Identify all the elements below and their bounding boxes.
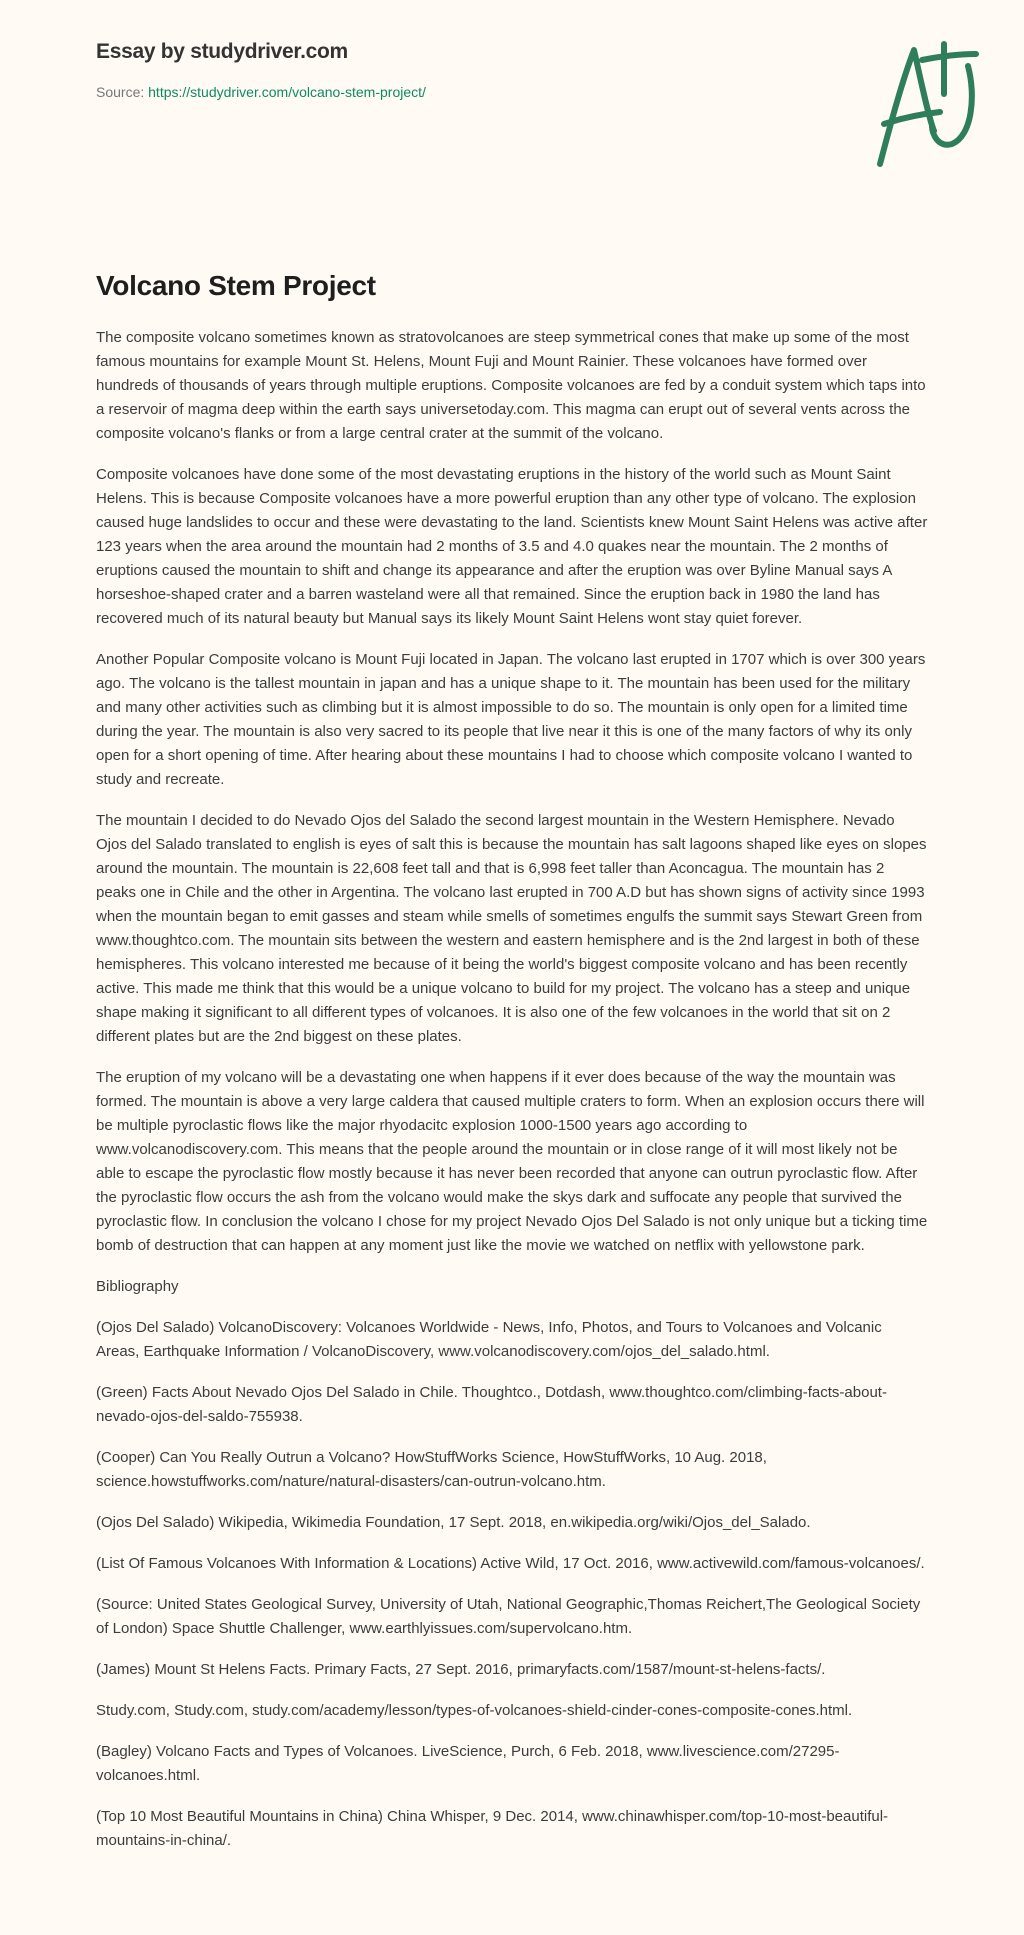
bibliography-entry: (James) Mount St Helens Facts. Primary Facts, 27 Sept. 2016, primaryfacts.com/1587/mount-st-helens-facts/. (96, 1661, 826, 1678)
a-plus-logo-icon (872, 36, 982, 171)
essay-article (96, 270, 928, 1870)
bibliography-entry: (List Of Famous Volcanoes With Information & Locations) Active Wild, 17 Oct. 2016, www.activewild.com/famous-volcanoes/. (96, 1555, 925, 1572)
bibliography-entry: (Bagley) Volcano Facts and Types of Volcanoes. LiveScience, Purch, 6 Feb. 2018, www.livescience.com/27295-volcanoes.html. (96, 1743, 840, 1784)
essay-title: Volcano Stem Project (96, 270, 376, 301)
source-label: Source: (96, 84, 149, 100)
bibliography-entry: (Cooper) Can You Really Outrun a Volcano? HowStuffWorks Science, HowStuffWorks, 10 Aug. 2018, science.howstuffworks.com/nature/natural-disasters/can-outrun-volcano.htm. (96, 1449, 767, 1490)
page-header (96, 40, 426, 100)
site-brand: Essay by studydriver.com (96, 40, 348, 63)
bibliography-entry: (Top 10 Most Beautiful Mountains in China) China Whisper, 9 Dec. 2014, www.chinawhisper.com/top-10-most-beautiful-mountains-in-china/. (96, 1808, 889, 1849)
bibliography-entry: (Green) Facts About Nevado Ojos Del Salado in Chile. Thoughtco., Dotdash, www.thoughtco.com/climbing-facts-about-nevado-ojos-del-saldo-755938. (96, 1384, 887, 1425)
essay-paragraph: The eruption of my volcano will be a devastating one when happens if it ever does because of the way the mountain was formed. The mountain is above a very large caldera that caused multiple craters to form. When an explosion occurs there will be multiple pyroclastic flows like the major rhyodacitc explosion 1000-1500 years ago according to www.volcanodiscovery.com. This means that the people around the mountain or in close range of it will most likely not be able to escape the pyroclastic flow mostly because it has never been recorded that anyone can outrun pyroclastic flow. After the pyroclastic flow occurs the ash from the volcano would make the skys dark and suffocate any people that survived the pyroclastic flow. In conclusion the volcano I chose for my project Nevado Ojos Del Salado is not only unique but a ticking time bomb of destruction that can happen at any moment just like the movie we watched on netflix with yellowstone park. (96, 1069, 928, 1254)
source-link[interactable]: https://studydriver.com/volcano-stem-project/ (148, 84, 426, 100)
bibliography-entry: (Source: United States Geological Survey, University of Utah, National Geographic,Thomas Reichert,The Geological Society of London) Space Shuttle Challenger, www.earthlyissues.com/supervolcano.htm. (96, 1596, 921, 1637)
bibliography-entry: (Ojos Del Salado) VolcanoDiscovery: Volcanoes Worldwide - News, Info, Photos, and Tours to Volcanoes and Volcanic Areas, Earthquake Information / VolcanoDiscovery, www.volcanodiscovery.com/ojos_del_salado.html. (96, 1319, 882, 1360)
essay-paragraph: Composite volcanoes have done some of the most devastating eruptions in the history of the world such as Mount Saint Helens. This is because Composite volcanoes have a more powerful eruption than any other type of volcano. The explosion caused huge landslides to occur and these were devastating to the land. Scientists knew Mount Saint Helens was active after 123 years when the area around the mountain had 2 months of 3.5 and 4.0 quakes near the mountain. The 2 months of eruptions caused the mountain to shift and change its appearance and after the eruption was over Byline Manual says A horseshoe-shaped crater and a barren wasteland were all that remained. Since the eruption back in 1980 the land has recovered much of its natural beauty but Manual says its likely Mount Saint Helens wont stay quiet forever. (96, 466, 928, 627)
essay-paragraph: The composite volcano sometimes known as stratovolcanoes are steep symmetrical cones that make up some of the most famous mountains for example Mount St. Helens, Mount Fuji and Mount Rainier. These volcanoes have formed over hundreds of thousands of years through multiple eruptions. Composite volcanoes are fed by a conduit system which taps into a reservoir of magma deep within the earth says universetoday.com. This magma can erupt out of several vents across the composite volcano's flanks or from a large central crater at the summit of the volcano. (96, 329, 926, 442)
bibliography-entry: (Ojos Del Salado) Wikipedia, Wikimedia Foundation, 17 Sept. 2018, en.wikipedia.org/wiki/Ojos_del_Salado. (96, 1514, 811, 1531)
source-line (96, 84, 426, 100)
essay-paragraph: Another Popular Composite volcano is Mount Fuji located in Japan. The volcano last erupted in 1707 which is over 300 years ago. The volcano is the tallest mountain in japan and has a unique shape to it. The mountain has been used for the military and many other activities such as climbing but it is almost impossible to do so. The mountain is only open for a limited time during the year. The mountain is also very sacred to its people that live near it this is one of the many factors of why its only open for a short opening of time. After hearing about these mountains I had to choose which composite volcano I wanted to study and recreate. (96, 651, 926, 788)
bibliography-heading: Bibliography (96, 1278, 179, 1295)
bibliography-entry: Study.com, Study.com, study.com/academy/lesson/types-of-volcanoes-shield-cinder-cones-composite-cones.html. (96, 1702, 853, 1719)
essay-paragraph: The mountain I decided to do Nevado Ojos del Salado the second largest mountain in the Western Hemisphere. Nevado Ojos del Salado translated to english is eyes of salt this is because the mountain has salt lagoons shaped like eyes on slopes around the mountain. The mountain is 22,608 feet tall and that is 6,998 feet taller than Aconcagua. The mountain has 2 peaks one in Chile and the other in Argentina. The volcano last erupted in 700 A.D but has shown signs of activity since 1993 when the mountain began to emit gasses and steam while smells of sometimes engulfs the summit says Stewart Green from www.thoughtco.com. The mountain sits between the western and eastern hemisphere and is the 2nd largest in both of these hemispheres. This volcano interested me because of it being the world's biggest composite volcano and has been recently active. This made me think that this would be a unique volcano to build for my project. The volcano has a steep and unique shape making it significant to all different types of volcanoes. It is also one of the few volcanoes in the world that sit on 2 different plates but are the 2nd biggest on these plates. (96, 812, 927, 1045)
